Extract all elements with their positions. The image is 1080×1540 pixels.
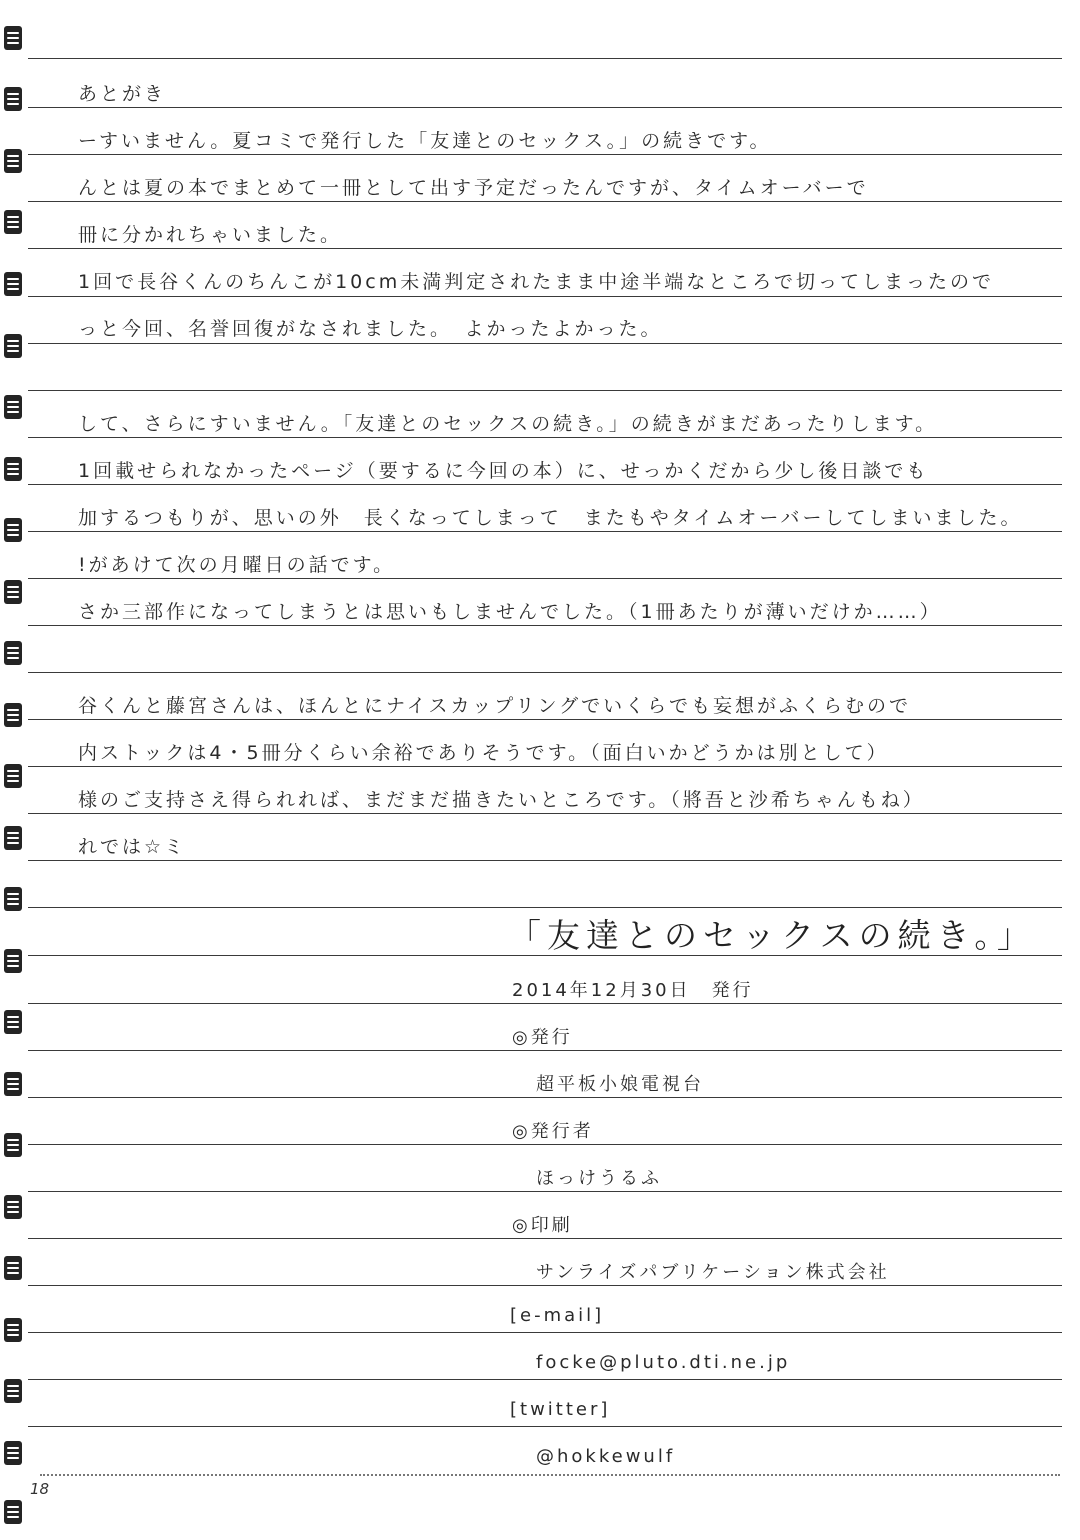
email-label: [e-mail] [510, 1305, 605, 1326]
ruled-line [28, 58, 1062, 59]
printer-label: ◎印刷 [512, 1215, 573, 1236]
publisher-label: ◎発行 [512, 1027, 573, 1048]
binding-ring-icon [4, 1010, 22, 1034]
ruled-line [28, 1426, 1062, 1427]
ruled-line [28, 813, 1062, 814]
binding-ring-icon [4, 826, 22, 850]
twitter-handle: @hokkewulf [536, 1446, 676, 1467]
dotted-footer-line [40, 1474, 1060, 1476]
binding-ring-icon [4, 887, 22, 911]
binding-ring-icon [4, 1500, 22, 1524]
binding-ring-icon [4, 149, 22, 173]
afterword-line: さか三部作になってしまうとは思いもしませんでした。（1冊あたりが薄いだけか……） [78, 601, 942, 623]
afterword-line: !があけて次の月曜日の話です。 [78, 554, 396, 576]
email-address: focke@pluto.dti.ne.jp [536, 1352, 791, 1373]
binding-ring-icon [4, 87, 22, 111]
ruled-line [28, 1050, 1062, 1051]
ruled-line [28, 1003, 1062, 1004]
afterword-line: っと今回、名誉回復がなされました。 よかったよかった。 [78, 318, 663, 340]
ruled-line [28, 1191, 1062, 1192]
binding-ring-icon [4, 272, 22, 296]
afterword-line: 内ストックは4・5冊分くらい余裕でありそうです。（面白いかどうかは別として） [78, 742, 889, 764]
binding-ring-icon [4, 26, 22, 50]
printer-name: サンライズパブリケーション株式会社 [536, 1262, 890, 1283]
ruled-line [28, 1097, 1062, 1098]
binding-ring-icon [4, 703, 22, 727]
binding-ring-icon [4, 334, 22, 358]
ruled-line [28, 1332, 1062, 1333]
ruled-line [28, 390, 1062, 391]
page-number: 18 [30, 1480, 50, 1498]
binding-ring-icon [4, 210, 22, 234]
binding-ring-icon [4, 1256, 22, 1280]
ruled-line [28, 201, 1062, 202]
issuer-name: ほっけうるふ [536, 1168, 662, 1189]
ruled-line [28, 1144, 1062, 1145]
afterword-line: 谷くんと藤宮さんは、ほんとにナイスカップリングでいくらでも妄想がふくらむので [78, 695, 911, 717]
publisher-name: 超平板小娘電視台 [536, 1074, 704, 1095]
binding-ring-icon [4, 1379, 22, 1403]
publication-date: 2014年12月30日 発行 [512, 980, 754, 1001]
ruled-line [28, 248, 1062, 249]
colophon-title: 「友達とのセックスの続き。」 [508, 916, 1036, 955]
ruled-line [28, 1238, 1062, 1239]
binding-ring-icon [4, 1133, 22, 1157]
binding-ring-icon [4, 395, 22, 419]
binding-ring-icon [4, 457, 22, 481]
ruled-line [28, 625, 1062, 626]
afterword-line: して、さらにすいません。「友達とのセックスの続き。」の続きがまだあったりします。 [78, 413, 938, 435]
afterword-line: んとは夏の本でまとめて一冊として出す予定だったんですが、タイムオーバーで [78, 177, 869, 199]
ruled-line [28, 719, 1062, 720]
binding-ring-icon [4, 764, 22, 788]
ruled-line [28, 1379, 1062, 1380]
ruled-line [28, 672, 1062, 673]
afterword-line: 加するつもりが、思いの外 長くなってしまって またもやタイムオーバーしてしまいました。 [78, 507, 1023, 529]
binding-ring-icon [4, 1195, 22, 1219]
afterword-line: れでは☆ミ [78, 836, 187, 858]
afterword-heading: あとがき [78, 83, 167, 105]
binding-ring-icon [4, 1318, 22, 1342]
binding-ring-icon [4, 641, 22, 665]
ruled-line [28, 766, 1062, 767]
twitter-label: [twitter] [510, 1399, 611, 1420]
ruled-line [28, 154, 1062, 155]
ruled-line [28, 860, 1062, 861]
ruled-line [28, 578, 1062, 579]
binding-ring-icon [4, 518, 22, 542]
binding-ring-icon [4, 580, 22, 604]
issuer-label: ◎発行者 [512, 1121, 594, 1142]
afterword-line: ーすいません。夏コミで発行した「友達とのセックス。」の続きです。 [78, 130, 772, 152]
ruled-line [28, 531, 1062, 532]
afterword-line: 冊に分かれちゃいました。 [78, 224, 343, 246]
ruled-line [28, 437, 1062, 438]
ruled-line [28, 343, 1062, 344]
ruled-line [28, 107, 1062, 108]
afterword-line: 様のご支持さえ得られれば、まだまだ描きたいところです。（將吾と沙希ちゃんもね） [78, 789, 925, 811]
ruled-line [28, 1285, 1062, 1286]
binding-ring-icon [4, 1441, 22, 1465]
afterword-line: 1回で長谷くんのちんこが10cm未満判定されたまま中途半端なところで切ってしまったので [78, 271, 995, 293]
ruled-line [28, 907, 1062, 908]
ruled-line [28, 484, 1062, 485]
binding-ring-icon [4, 949, 22, 973]
afterword-line: 1回載せられなかったページ（要するに今回の本）に、せっかくだから少し後日談でも [78, 460, 929, 482]
binding-ring-icon [4, 1072, 22, 1096]
ruled-line [28, 296, 1062, 297]
